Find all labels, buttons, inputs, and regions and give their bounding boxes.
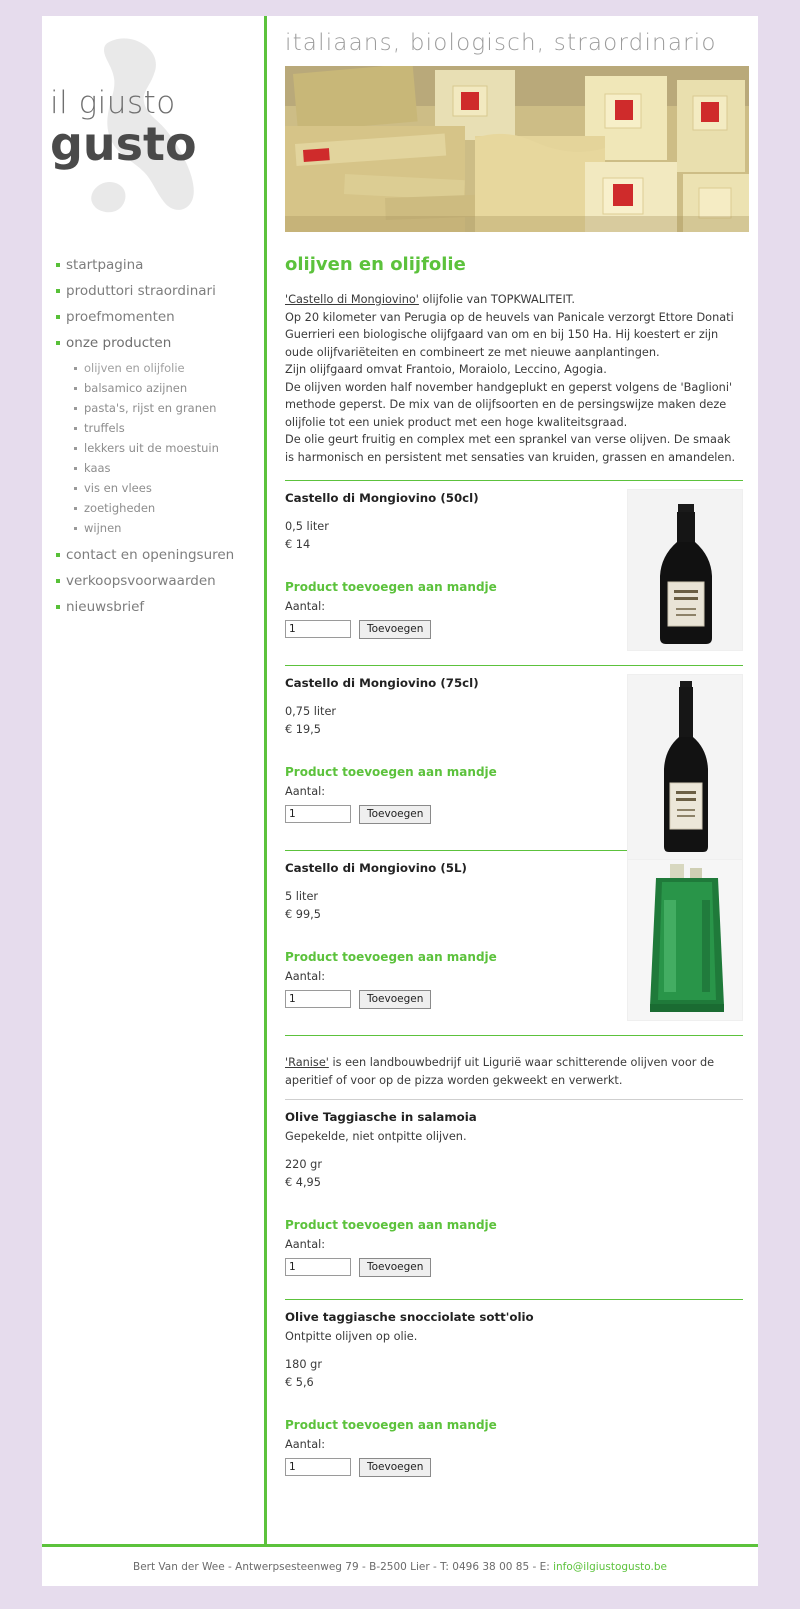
footer-email-link[interactable]: info@ilgiustogusto.be xyxy=(553,1560,667,1573)
quantity-label: Aantal: xyxy=(285,1437,326,1451)
sidebar-subitem-wijnen[interactable]: wijnen xyxy=(42,518,264,538)
product-price: € 19,5 xyxy=(285,723,321,737)
product-title: Castello di Mongiovino (50cl) xyxy=(285,491,479,505)
product-card xyxy=(285,851,743,1021)
product-price: € 99,5 xyxy=(285,908,321,922)
product-size: 0,5 liter xyxy=(285,520,329,533)
quantity-input[interactable] xyxy=(285,620,351,638)
product-card xyxy=(285,666,743,836)
product-image xyxy=(627,489,743,651)
quantity-row xyxy=(285,1258,743,1277)
main-content xyxy=(264,16,758,1544)
quantity-input[interactable] xyxy=(285,990,351,1008)
footer-address: Bert Van der Wee - Antwerpsesteenweg 79 - B-2500 Lier - T: 0496 38 00 85 - E: xyxy=(133,1560,554,1573)
product-size: 5 liter xyxy=(285,890,319,903)
quantity-label: Aantal: xyxy=(285,969,326,983)
add-button[interactable]: Toevoegen xyxy=(359,1258,431,1277)
product-image xyxy=(627,674,743,860)
product-card xyxy=(285,481,743,651)
page-title: olijven en olijfolie xyxy=(285,254,466,275)
add-button[interactable]: Toevoegen xyxy=(359,620,431,639)
intro-paragraph-4: De olie geurt fruitig en complex met een sprankel van verse olijven. De smaak is harmonisch en persistent met sensaties van kruiden, grassen en amandelen. xyxy=(285,433,736,464)
product-card xyxy=(285,1100,743,1285)
add-button[interactable]: Toevoegen xyxy=(359,1458,431,1477)
product-price: € 14 xyxy=(285,538,311,552)
bottle-dark-icon xyxy=(628,490,743,651)
site-logo xyxy=(50,85,264,171)
add-to-cart-label[interactable]: Product toevoegen aan mandje xyxy=(285,1417,497,1432)
sidebar-subitem-olijven[interactable]: olijven en olijfolie xyxy=(42,358,264,378)
sidebar-subitem-moestuin[interactable]: lekkers uit de moestuin xyxy=(42,438,264,458)
product-image xyxy=(627,859,743,1021)
product-title: Olive Taggiasche in salamoia xyxy=(285,1110,477,1124)
product-title: Olive taggiasche snocciolate sott'olio xyxy=(285,1309,534,1324)
product-size: 180 gr xyxy=(285,1357,322,1371)
sidebar-subitem-kaas[interactable]: kaas xyxy=(42,458,264,478)
hero-image xyxy=(285,66,749,232)
sidebar xyxy=(42,16,264,1544)
intro-paragraph-3: De olijven worden half november handgeplukt en geperst volgens de 'Baglioni' methode geperst. De mix van de olijfsoorten en de persingswijze maken deze olijfolie tot een uniek product met een hoge kwaliteitsgraad. xyxy=(285,380,733,429)
intro-paragraph-1: Op 20 kilometer van Perugia op de heuvels van Panicale verzorgt Ettore Donati Guerrieri een biologische olijfgaard van om en bij 150 Ha. Hij koestert er zijn oude olijfvariëteiten en combineert ze met nieuwe aanplantingen. xyxy=(285,310,734,359)
sidebar-item-startpagina[interactable]: startpagina xyxy=(42,252,264,278)
add-to-cart-label[interactable]: Product toevoegen aan mandje xyxy=(285,764,497,779)
site-tagline: italiaans, biologisch, straordinario xyxy=(285,30,717,56)
product-title: Castello di Mongiovino (75cl) xyxy=(285,676,479,690)
body-wrapper xyxy=(42,16,758,1544)
main-navigation xyxy=(42,252,264,620)
quantity-input[interactable] xyxy=(285,1458,351,1476)
intro-paragraph-2: Zijn olijfgaard omvat Frantoio, Moraiolo, Leccino, Agogia. xyxy=(285,363,607,376)
add-to-cart-label[interactable]: Product toevoegen aan mandje xyxy=(285,1217,497,1232)
sidebar-item-contact[interactable]: contact en openingsuren xyxy=(42,542,264,568)
add-button[interactable]: Toevoegen xyxy=(359,990,431,1009)
green-tin-icon xyxy=(628,860,743,1021)
spacer xyxy=(285,1036,758,1054)
producer-2-text xyxy=(285,1054,743,1089)
product-subtitle: Gepekelde, niet ontpitte olijven. xyxy=(285,1130,467,1143)
sidebar-subitem-vis-en-vlees[interactable]: vis en vlees xyxy=(42,478,264,498)
add-button[interactable]: Toevoegen xyxy=(359,805,431,824)
sidebar-subitem-zoetigheden[interactable]: zoetigheden xyxy=(42,498,264,518)
producer-link-ranise[interactable]: 'Ranise' xyxy=(285,1056,329,1069)
product-size: 0,75 liter xyxy=(285,705,337,718)
sidebar-item-onze-producten[interactable]: onze producten xyxy=(42,330,264,356)
product-title: Castello di Mongiovino (5L) xyxy=(285,861,467,875)
sidebar-subnav-producten xyxy=(42,358,264,538)
sidebar-subitem-pasta[interactable]: pasta's, rijst en granen xyxy=(42,398,264,418)
producer-2-description: is een landbouwbedrijf uit Ligurië waar schitterende olijven voor de aperitief of voor op de pizza worden gekweekt en verwerkt. xyxy=(285,1056,715,1087)
producer-link-mongiovino[interactable]: 'Castello di Mongiovino' xyxy=(285,293,419,306)
sidebar-item-nieuwsbrief[interactable]: nieuwsbrief xyxy=(42,594,264,620)
sidebar-item-proefmomenten[interactable]: proefmomenten xyxy=(42,304,264,330)
intro-line-link xyxy=(285,291,743,309)
product-size: 220 gr xyxy=(285,1158,322,1171)
product-price: € 4,95 xyxy=(285,1176,321,1190)
intro-text xyxy=(285,291,743,466)
add-to-cart-label[interactable]: Product toevoegen aan mandje xyxy=(285,949,497,964)
footer xyxy=(42,1544,758,1586)
product-subtitle: Ontpitte olijven op olie. xyxy=(285,1329,418,1343)
quantity-input[interactable] xyxy=(285,805,351,823)
add-to-cart-label[interactable]: Product toevoegen aan mandje xyxy=(285,579,497,594)
quantity-label: Aantal: xyxy=(285,784,326,798)
page-container xyxy=(42,16,758,1586)
quantity-row xyxy=(285,1458,743,1477)
product-card xyxy=(285,1300,743,1485)
product-price: € 5,6 xyxy=(285,1376,314,1390)
logo-line-1: il giusto xyxy=(50,85,176,121)
footer-contact xyxy=(133,1561,667,1573)
sidebar-item-verkoopsvoorwaarden[interactable]: verkoopsvoorwaarden xyxy=(42,568,264,594)
hero-photo xyxy=(285,66,749,232)
quantity-label: Aantal: xyxy=(285,599,326,613)
sidebar-subitem-balsamico[interactable]: balsamico azijnen xyxy=(42,378,264,398)
intro-link-suffix: olijfolie van TOPKWALITEIT. xyxy=(418,293,575,306)
bottle-wine-icon xyxy=(628,675,743,860)
quantity-label: Aantal: xyxy=(285,1237,326,1251)
quantity-input[interactable] xyxy=(285,1258,351,1276)
sidebar-subitem-truffels[interactable]: truffels xyxy=(42,418,264,438)
logo-line-2: gusto xyxy=(50,117,197,171)
sidebar-item-produttori[interactable]: produttori straordinari xyxy=(42,278,264,304)
logo-zone[interactable] xyxy=(42,26,264,234)
